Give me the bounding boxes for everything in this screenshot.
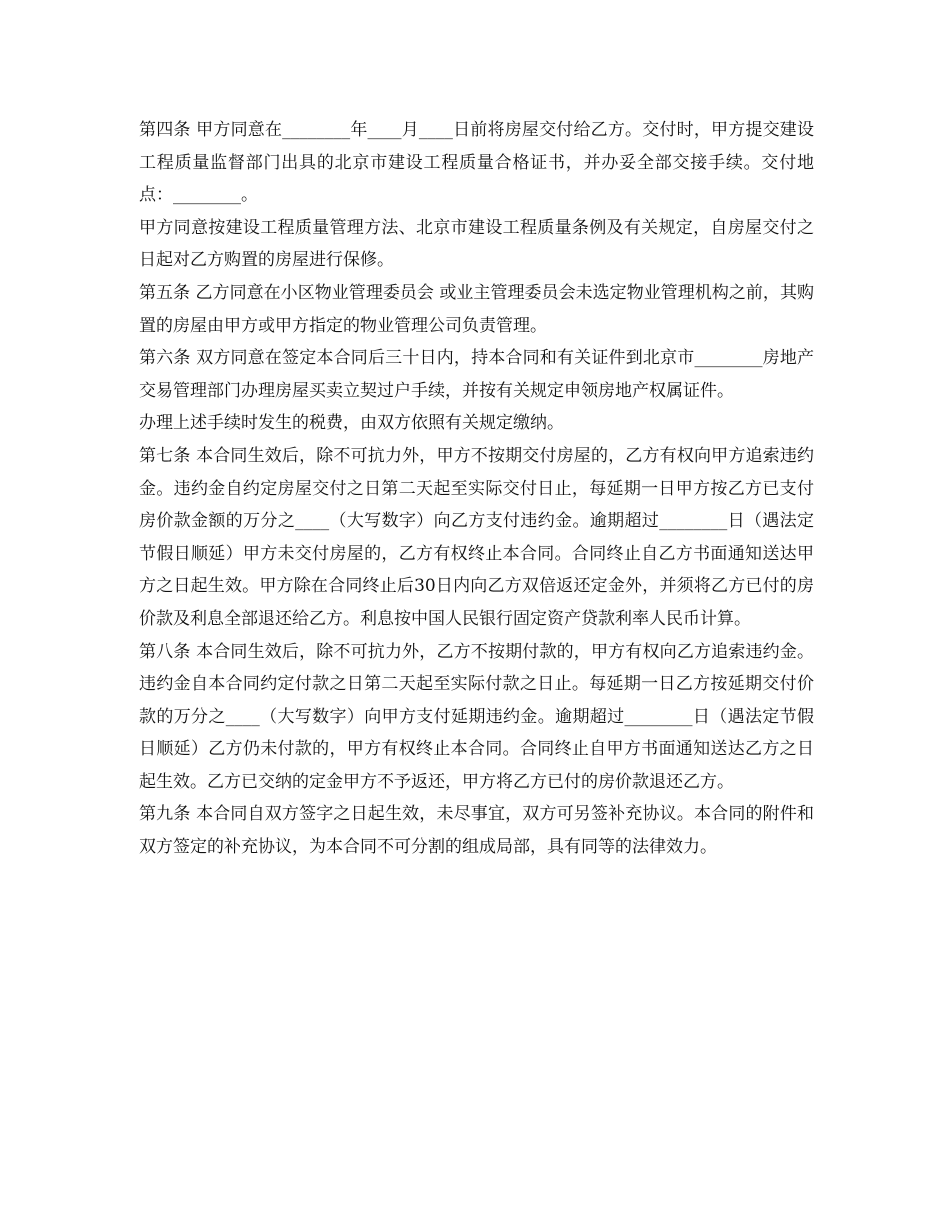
article-4-paragraph: 第四条 甲方同意在________年____月____日前将房屋交付给乙方。交付时，甲方提交建设工程质量监督部门出具的北京市建设工程质量合格证书，并办妥全部交接手续。交付地点：________。 xyxy=(139,120,814,206)
warranty-paragraph: 甲方同意按建设工程质量管理方法、北京市建设工程质量条例及有关规定，自房屋交付之日起对乙方购置的房屋进行保修。 xyxy=(139,217,814,271)
document-body xyxy=(139,114,814,864)
article-9-paragraph: 第九条 本合同自双方签字之日起生效，未尽事宜，双方可另签补充协议。本合同的附件和双方签定的补充协议，为本合同不可分割的组成局部，具有同等的法律效力。 xyxy=(139,804,814,858)
article-8-paragraph: 第八条 本合同生效后，除不可抗力外，乙方不按期付款的，甲方有权向乙方追索违约金。违约金自本合同约定付款之日第二天起至实际付款之日止。每延期一日乙方按延期交付价款的万分之____（大写数字）向甲方支付延期违约金。逾期超过________日（遇法定节假日顺延）乙方仍未付款的，甲方有权终止本合同。合同终止自甲方书面通知送达乙方之日起生效。乙方已交纳的定金甲方不予返还，甲方将乙方已付的房价款退还乙方。 xyxy=(139,641,814,792)
article-5-paragraph: 第五条 乙方同意在小区物业管理委员会 或业主管理委员会未选定物业管理机构之前，其购置的房屋由甲方或甲方指定的物业管理公司负责管理。 xyxy=(139,282,814,336)
taxes-paragraph: 办理上述手续时发生的税费，由双方依照有关规定缴纳。 xyxy=(139,413,564,434)
article-6-paragraph: 第六条 双方同意在签定本合同后三十日内，持本合同和有关证件到北京市________房地产交易管理部门办理房屋买卖立契过户手续，并按有关规定申领房地产权属证件。 xyxy=(139,348,814,401)
article-7-paragraph: 第七条 本合同生效后，除不可抗力外，甲方不按期交付房屋的，乙方有权向甲方追索违约金。违约金自约定房屋交付之日第二天起至实际交付日止，每延期一日甲方按乙方已支付房价款金额的万分之____（大写数字）向乙方支付违约金。逾期超过________日（遇法定节假日顺延）甲方未交付房屋的，乙方有权终止本合同。合同终止自乙方书面通知送达甲方之日起生效。甲方除在合同终止后30日内向乙方双倍返还定金外，并须将乙方已付的房价款及利息全部退还给乙方。利息按中国人民银行固定资产贷款利率人民币计算。 xyxy=(139,445,814,629)
